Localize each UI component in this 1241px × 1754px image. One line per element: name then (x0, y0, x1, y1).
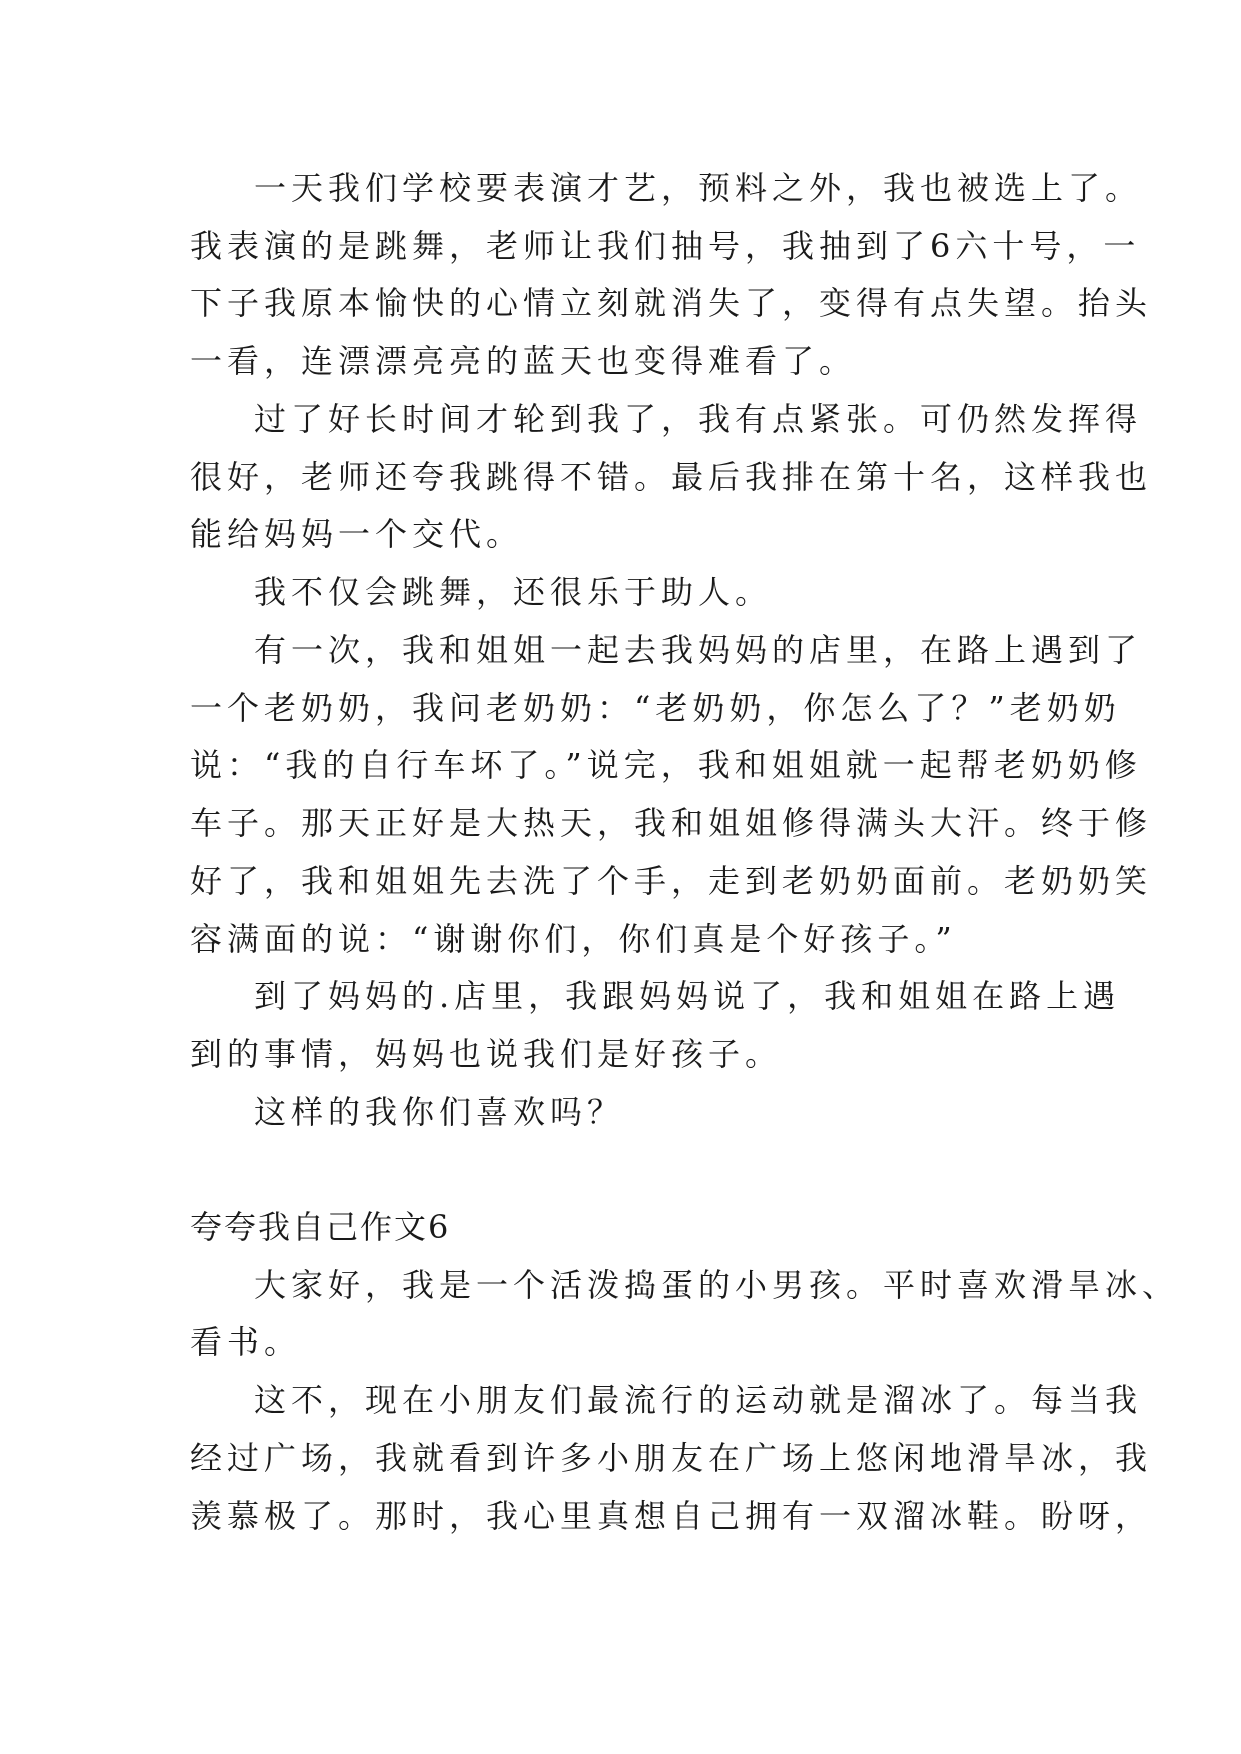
paragraph-line: 容满面的说：“谢谢你们，你们真是个好孩子。” (190, 920, 957, 958)
paragraph-line: 经过广场，我就看到许多小朋友在广场上悠闲地滑旱冰，我 (190, 1439, 1153, 1477)
paragraph-line: 到了妈妈的.店里，我跟妈妈说了，我和姐姐在路上遇 (254, 977, 1121, 1015)
paragraph-line: 羡慕极了。那时，我心里真想自己拥有一双溜冰鞋。盼呀， (190, 1497, 1153, 1535)
paragraph-line: 到的事情，妈妈也说我们是好孩子。 (190, 1035, 783, 1073)
paragraph-line: 下子我原本愉快的心情立刻就消失了，变得有点失望。抬头 (190, 284, 1153, 322)
paragraph-line: 一个老奶奶，我问老奶奶：“老奶奶，你怎么了？”老奶奶 (190, 689, 1121, 727)
paragraph-line: 好了，我和姐姐先去洗了个手，走到老奶奶面前。老奶奶笑 (190, 862, 1153, 900)
paragraph-line: 车子。那天正好是大热天，我和姐姐修得满头大汗。终于修 (190, 804, 1153, 842)
paragraph-line: 很好，老师还夸我跳得不错。最后我排在第十名，这样我也 (190, 458, 1153, 496)
paragraph-line: 这不，现在小朋友们最流行的运动就是溜冰了。每当我 (254, 1381, 1143, 1419)
paragraph-line: 我表演的是跳舞，老师让我们抽号，我抽到了6六十号，一 (190, 227, 1141, 265)
paragraph-line: 说：“我的自行车坏了。”说完，我和姐姐就一起帮老奶奶修 (190, 746, 1142, 784)
paragraph-line: 我不仅会跳舞，还很乐于助人。 (254, 573, 773, 611)
paragraph-line: 一看，连漂漂亮亮的蓝天也变得难看了。 (190, 342, 857, 380)
paragraph-line: 看书。 (190, 1323, 302, 1361)
section-heading: 夸夸我自己作文6 (190, 1208, 451, 1246)
paragraph-line: 这样的我你们喜欢吗？ (254, 1093, 625, 1131)
paragraph-line: 有一次，我和姐姐一起去我妈妈的店里，在路上遇到了 (254, 631, 1143, 669)
paragraph-line: 一天我们学校要表演才艺，预料之外，我也被选上了。 (254, 169, 1143, 207)
paragraph-line: 过了好长时间才轮到我了，我有点紧张。可仍然发挥得 (254, 400, 1143, 438)
paragraph-line: 能给妈妈一个交代。 (190, 515, 524, 553)
paragraph-line: 大家好，我是一个活泼捣蛋的小男孩。平时喜欢滑旱冰、 (254, 1266, 1180, 1304)
